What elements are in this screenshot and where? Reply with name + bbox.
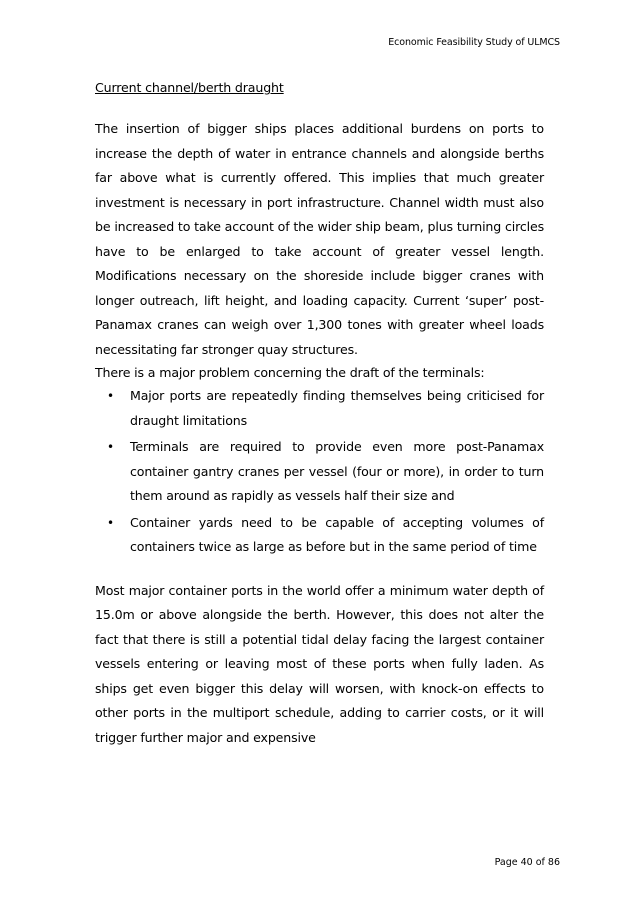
draft-problem-list bbox=[95, 384, 544, 560]
list-item bbox=[95, 511, 544, 560]
bullet-icon: • bbox=[107, 515, 114, 530]
list-item bbox=[95, 435, 544, 509]
running-header: Economic Feasibility Study of ULMCS bbox=[388, 37, 560, 48]
bullet-icon: • bbox=[107, 389, 114, 403]
page-body bbox=[95, 78, 544, 750]
section-heading: Current channel/berth draught bbox=[95, 80, 284, 95]
list-item-text: Major ports are repeatedly finding themselves being criticised for draught limitations bbox=[130, 388, 544, 428]
page-number: Page 40 of 86 bbox=[494, 857, 560, 868]
paragraph-draft-problem-intro: There is a major problem concerning the draft of the terminals: bbox=[95, 365, 485, 380]
bullet-icon: • bbox=[107, 440, 114, 454]
paragraph-water-depth: Most major container ports in the world offer a minimum water depth of 15.0m or above alongside the berth. However, this does not alter the fact that there is still a potential tidal delay facing the largest container vessels entering or leaving most of these ports when fully laden. As ships get even bigger this delay will worsen, with knock-on effects to other ports in the multiport schedule, adding to carrier costs, or it will trigger further major and expensive bbox=[95, 582, 544, 745]
list-item bbox=[95, 384, 544, 433]
list-item-text: Terminals are required to provide even more post-Panamax container gantry cranes per vessel (four or more), in order to turn them around as rapidly as vessels half their size and bbox=[130, 439, 544, 503]
list-item-text: Container yards need to be capable of accepting volumes of containers twice as large as before but in the same period of time bbox=[130, 514, 544, 554]
paragraph-ship-size-burdens: The insertion of bigger ships places additional burdens on ports to increase the depth of water in entrance channels and alongside berths far above what is currently offered. This implies that much greater investment is necessary in port infrastructure. Channel width must also be increased to take account of the wider ship beam, plus turning circles have to be enlarged to take account of greater vessel length. Modifications necessary on the shoreside include bigger cranes with longer outreach, lift height, and loading capacity. Current ‘super’ post-Panamax cranes can weigh over 1,300 tones with greater wheel loads necessitating far stronger quay structures. bbox=[95, 121, 544, 357]
